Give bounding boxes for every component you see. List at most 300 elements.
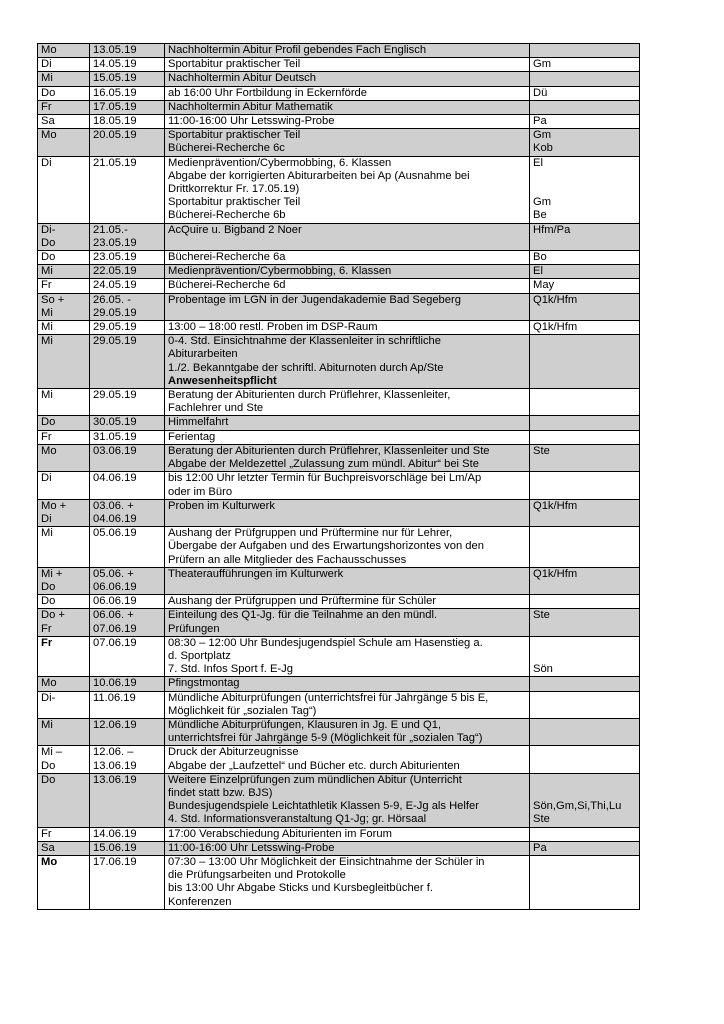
event-cell-line: d. Sportplatz [168,649,231,662]
event-cell [165,677,530,691]
day-cell-line: Mi [41,72,53,85]
date-cell [90,115,165,129]
event-cell-line: Medienprävention/Cybermobbing, 6. Klassen [168,156,392,169]
event-cell-line: Drittkorrektur Fr. 17.05.19) [168,183,300,196]
responsible-cell [530,265,640,279]
event-cell-line: AcQuire u. Bigband 2 Noer [168,223,302,236]
responsible-cell-line: Gm [533,58,552,71]
event-cell [165,223,530,250]
date-cell [90,335,165,389]
event-cell [165,335,530,389]
day-cell [38,251,90,265]
responsible-cell-line: Sön,Gm,Si,Thi,Lu [533,800,622,813]
event-cell-line: Weitere Einzelprüfungen zum mündlichen Abitur (Unterricht [168,773,462,786]
event-cell-line: 11:00-16:00 Uhr Letsswing-Probe [168,115,335,128]
table-row [38,100,640,114]
day-cell [38,773,90,827]
event-cell-line: Probentage im LGN in der Jugendakademie Bad Segeberg [168,293,461,306]
responsible-cell-line: Q1k/Hfm [533,567,578,580]
date-cell-line: 06.06.19 [93,580,137,593]
table-row [38,58,640,72]
day-cell-line: Sa [41,841,55,854]
event-cell-line: Sportabitur praktischer Teil [168,129,301,142]
event-cell [165,293,530,320]
date-cell [90,44,165,58]
responsible-cell-line [533,746,636,759]
date-cell [90,444,165,471]
day-cell-line: Di [41,156,52,169]
date-cell [90,567,165,594]
responsible-cell-line: Sön [533,663,553,676]
table-row [38,527,640,568]
date-cell [90,841,165,855]
event-cell-line: findet statt bzw. BJS) [168,786,273,799]
day-cell [38,58,90,72]
table-row [38,855,640,909]
event-cell-line: Abgabe der „Laufzettel“ und Bücher etc. durch Abiturienten [168,759,460,772]
day-cell [38,691,90,718]
day-cell [38,279,90,293]
event-cell [165,444,530,471]
table-row [38,251,640,265]
responsible-cell-line [533,856,636,869]
responsible-cell-line [533,637,636,650]
event-cell-line: Aushang der Prüfgruppen und Prüftermine für Schüler [168,595,437,608]
date-cell [90,321,165,335]
date-cell [90,430,165,444]
event-cell-line: Abgabe der korrigierten Abiturarbeiten bei Ap (Ausnahme bei [168,169,470,182]
event-cell [165,156,530,223]
event-cell [165,86,530,100]
event-cell-line: ab 16:00 Uhr Fortbildung in Eckernförde [168,86,368,99]
event-cell-line: die Prüfungsarbeiten und Protokolle [168,869,346,882]
responsible-cell-line: Pa [533,841,547,854]
date-cell-line: 03.06.19 [93,444,137,457]
responsible-cell [530,746,640,773]
event-cell [165,416,530,430]
day-cell [38,677,90,691]
responsible-cell [530,855,640,909]
date-cell-line: 22.05.19 [93,265,137,278]
event-cell [165,773,530,827]
event-cell-line: Bücherei-Recherche 6c [168,142,285,155]
responsible-cell-line: Ste [533,609,550,622]
responsible-cell-line [533,416,636,429]
event-cell [165,595,530,609]
responsible-cell [530,527,640,568]
responsible-cell-line [533,44,636,57]
date-cell-line: 07.06.19 [93,636,137,649]
day-cell-line: Mi [41,389,53,402]
event-cell-line: Sportabitur praktischer Teil [168,196,301,209]
day-cell-line: Mo [41,444,57,457]
date-cell-line: 12.06.19 [93,718,137,731]
day-cell-line: Do [41,773,56,786]
date-cell-line: 15.06.19 [93,841,137,854]
day-cell-line: Mi [41,335,53,348]
responsible-cell [530,100,640,114]
responsible-cell-line: Ste [533,444,550,457]
date-cell-line: 21.05.19 [93,156,137,169]
event-cell-line: 13:00 – 18:00 restl. Proben im DSP-Raum [168,321,378,334]
table-row [38,499,640,526]
date-cell [90,156,165,223]
date-cell-line: 29.05.19 [93,306,137,319]
responsible-cell [530,773,640,827]
event-cell [165,389,530,416]
document-page [37,43,639,910]
date-cell [90,718,165,745]
event-cell-line: Mündliche Abiturprüfungen (unterrichtsfrei für Jahrgänge 5 bis E, [168,691,489,704]
event-cell [165,718,530,745]
responsible-cell [530,472,640,499]
day-cell [38,293,90,320]
responsible-cell [530,416,640,430]
event-cell-line: Beratung der Abiturienten durch Prüflehrer, Klassenleiter und Ste [168,444,490,457]
event-cell [165,567,530,594]
responsible-cell-line [533,527,636,540]
responsible-cell [530,827,640,841]
date-cell [90,279,165,293]
day-cell-line: Mo [41,855,58,868]
event-cell [165,430,530,444]
table-row [38,389,640,416]
day-cell [38,636,90,677]
event-cell-line: Proben im Kulturwerk [168,499,275,512]
date-cell-line: 13.06.19 [93,759,137,772]
day-cell-line: Mi [41,321,53,334]
day-cell [38,86,90,100]
table-row [38,444,640,471]
date-cell [90,855,165,909]
event-cell-line: Möglichkeit für „sozialen Tag“) [168,704,317,717]
event-cell [165,321,530,335]
day-cell-line: Di [41,58,52,71]
date-cell [90,527,165,568]
event-cell [165,58,530,72]
responsible-cell [530,279,640,293]
date-cell-line: 24.05.19 [93,279,137,292]
date-cell-line: 14.06.19 [93,827,137,840]
table-row [38,677,640,691]
date-cell [90,72,165,86]
event-cell [165,251,530,265]
event-cell [165,265,530,279]
responsible-cell-line: May [533,279,555,292]
responsible-cell-line: Pa [533,115,547,128]
date-cell [90,677,165,691]
responsible-cell [530,44,640,58]
date-cell [90,251,165,265]
day-cell [38,609,90,636]
event-cell-line: Fachlehrer und Ste [168,402,264,415]
date-cell-line: 17.05.19 [93,100,137,113]
day-cell-line: Do [41,580,56,593]
day-cell [38,335,90,389]
date-cell-line: 17.06.19 [93,855,137,868]
responsible-cell [530,335,640,389]
day-cell [38,567,90,594]
date-cell [90,691,165,718]
responsible-cell [530,86,640,100]
responsible-cell [530,718,640,745]
responsible-cell-line: Hfm/Pa [533,223,571,236]
day-cell [38,841,90,855]
responsible-cell-line: Q1k/Hfm [533,293,578,306]
event-cell-line: Nachholtermin Abitur Deutsch [168,72,316,85]
date-cell [90,499,165,526]
event-cell [165,609,530,636]
day-cell-line: Fr [41,636,53,649]
date-cell-line: 26.05. - [93,293,131,306]
table-row [38,44,640,58]
date-cell [90,609,165,636]
table-row [38,293,640,320]
table-row [38,636,640,677]
responsible-cell [530,223,640,250]
day-cell [38,265,90,279]
responsible-cell [530,499,640,526]
day-cell-line: Mo [41,129,57,142]
day-cell [38,444,90,471]
table-row [38,718,640,745]
day-cell-line: Mi – [41,746,63,759]
date-cell-line: 07.06.19 [93,622,137,635]
date-cell-line: 29.05.19 [93,389,137,402]
day-cell [38,100,90,114]
day-cell [38,430,90,444]
responsible-cell [530,691,640,718]
day-cell-line: Di [41,512,52,525]
responsible-cell-line [533,335,636,348]
event-cell [165,746,530,773]
responsible-cell [530,636,640,677]
day-cell-line: Do [41,416,56,429]
date-cell-line: 13.06.19 [93,773,137,786]
date-cell [90,293,165,320]
responsible-cell-line [533,595,636,608]
date-cell [90,636,165,677]
responsible-cell [530,251,640,265]
responsible-cell-line [533,431,636,444]
event-cell-line: 7. Std. Infos Sport f. E-Jg [168,663,293,676]
schedule-body [38,44,640,910]
day-cell [38,855,90,909]
responsible-cell-line: Q1k/Hfm [533,321,578,334]
date-cell-line: 04.06.19 [93,512,137,525]
event-cell-line: Anwesenheitspflicht [168,374,277,387]
table-row [38,841,640,855]
table-row [38,595,640,609]
responsible-cell [530,129,640,156]
event-cell-line: Beratung der Abiturienten durch Prüflehrer, Klassenleiter, [168,389,451,402]
day-cell-line: Do [41,236,56,249]
date-cell [90,389,165,416]
event-cell [165,499,530,526]
event-cell-line: Ferientag [168,430,216,443]
table-row [38,416,640,430]
event-cell-line: Übergabe der Aufgaben und des Erwartungshorizontes von den [168,540,484,553]
responsible-cell-line: El [533,265,543,278]
day-cell-line: Do [41,595,56,608]
event-cell-line: Abiturarbeiten [168,348,238,361]
table-row [38,335,640,389]
responsible-cell-line [533,650,636,663]
day-cell [38,44,90,58]
event-cell-line: 4. Std. Informationsveranstaltung Q1-Jg; gr. Hörsaal [168,813,427,826]
day-cell [38,389,90,416]
date-cell [90,86,165,100]
date-cell [90,129,165,156]
event-cell-line: Prüfern an alle Mitglieder des Fachausschusses [168,553,407,566]
table-row [38,86,640,100]
day-cell-line: Di- [41,223,56,236]
responsible-cell [530,293,640,320]
responsible-cell-line: Gm [533,196,552,209]
date-cell [90,416,165,430]
event-cell-line: unterrichtsfrei für Jahrgänge 5-9 (Möglichkeit für „sozialen Tag“) [168,732,483,745]
responsible-cell [530,595,640,609]
responsible-cell-line: Ste [533,813,550,826]
event-cell [165,100,530,114]
event-cell-line: Bücherei-Recherche 6b [168,209,286,222]
date-cell [90,265,165,279]
date-cell [90,100,165,114]
date-cell [90,223,165,250]
event-cell-line: 0-4. Std. Einsichtnahme der Klassenleiter in schriftliche [168,335,441,348]
date-cell-line: 13.05.19 [93,44,137,56]
event-cell-line: Abgabe der Meldezettel „Zulassung zum mündl. Abitur“ bei Ste [168,458,479,471]
responsible-cell [530,58,640,72]
schedule-table [37,43,640,910]
date-cell-line: 18.05.19 [93,115,137,128]
day-cell-line: Mo [41,44,57,56]
responsible-cell-line: Bo [533,251,547,264]
responsible-cell-line [533,72,636,85]
table-row [38,567,640,594]
date-cell [90,58,165,72]
date-cell [90,595,165,609]
event-cell [165,855,530,909]
table-row [38,265,640,279]
day-cell-line: Di [41,472,52,485]
event-cell-line: Aushang der Prüfgruppen und Prüftermine nur für Lehrer, [168,527,453,540]
responsible-cell-line [533,101,636,114]
responsible-cell-line [533,774,636,787]
responsible-cell-line [533,692,636,705]
responsible-cell-line [533,183,636,196]
day-cell-line: Mo + [41,499,67,512]
day-cell-line: Sa [41,115,55,128]
event-cell [165,279,530,293]
table-row [38,746,640,773]
date-cell-line: 03.06. + [93,499,134,512]
responsible-cell-line: Kob [533,142,553,155]
day-cell [38,746,90,773]
responsible-cell-line [533,677,636,690]
event-cell-line: Konferenzen [168,895,232,908]
day-cell [38,72,90,86]
event-cell [165,841,530,855]
table-row [38,156,640,223]
table-row [38,827,640,841]
event-cell-line: Bücherei-Recherche 6d [168,279,286,292]
date-cell-line: 29.05.19 [93,335,137,348]
day-cell [38,115,90,129]
event-cell-line: 1./2. Bekanntgabe der schriftl. Abiturnoten durch Ap/Ste [168,361,444,374]
date-cell-line: 06.06.19 [93,595,137,608]
responsible-cell [530,567,640,594]
date-cell-line: 12.06. – [93,746,134,759]
event-cell-line: Sportabitur praktischer Teil [168,58,301,71]
event-cell [165,115,530,129]
day-cell [38,321,90,335]
day-cell [38,129,90,156]
date-cell-line: 10.06.19 [93,677,137,690]
day-cell-line: Do [41,86,56,99]
day-cell-line: Fr [41,622,52,635]
table-row [38,72,640,86]
day-cell-line: Fr [41,430,52,443]
responsible-cell-line: Q1k/Hfm [533,499,578,512]
table-row [38,472,640,499]
day-cell-line: Mo [41,677,57,690]
event-cell-line: Einteilung des Q1-Jg. für die Teilnahme an den mündl. [168,609,438,622]
table-row [38,609,640,636]
table-row [38,773,640,827]
event-cell [165,129,530,156]
day-cell-line: Fr [41,100,52,113]
date-cell [90,472,165,499]
day-cell [38,416,90,430]
event-cell-line: bis 12:00 Uhr letzter Termin für Buchpreisvorschläge bei Lm/Ap [168,472,482,485]
responsible-cell-line: El [533,156,543,169]
event-cell [165,44,530,58]
event-cell-line: Theateraufführungen im Kulturwerk [168,567,344,580]
responsible-cell [530,156,640,223]
date-cell-line: 15.05.19 [93,72,137,85]
responsible-cell [530,430,640,444]
day-cell [38,827,90,841]
date-cell-line: 20.05.19 [93,129,137,142]
table-row [38,691,640,718]
table-row [38,430,640,444]
event-cell-line: Bundesjugendspiele Leichtathletik Klassen 5-9, E-Jg als Helfer [168,800,479,813]
event-cell-line: Nachholtermin Abitur Mathematik [168,100,333,113]
event-cell-line: Druck der Abiturzeugnisse [168,746,299,759]
day-cell-line: Do [41,251,56,264]
event-cell-line: 08:30 – 12:00 Uhr Bundesjugendspiel Schule am Hasenstieg a. [168,636,483,649]
day-cell-line: Di- [41,691,56,704]
responsible-cell-line: Gm [533,129,552,142]
responsible-cell [530,444,640,471]
day-cell [38,156,90,223]
date-cell-line: 04.06.19 [93,472,137,485]
day-cell-line: Do + [41,609,65,622]
responsible-cell-line [533,828,636,841]
responsible-cell [530,321,640,335]
day-cell [38,527,90,568]
responsible-cell-line [533,170,636,183]
event-cell-line: oder im Büro [168,485,233,498]
event-cell-line: Medienprävention/Cybermobbing, 6. Klassen [168,265,392,278]
date-cell-line: 11.06.19 [93,691,136,704]
date-cell [90,827,165,841]
event-cell [165,472,530,499]
responsible-cell-line [533,389,636,402]
day-cell-line: Mi [41,718,53,731]
day-cell-line: Mi + [41,567,63,580]
